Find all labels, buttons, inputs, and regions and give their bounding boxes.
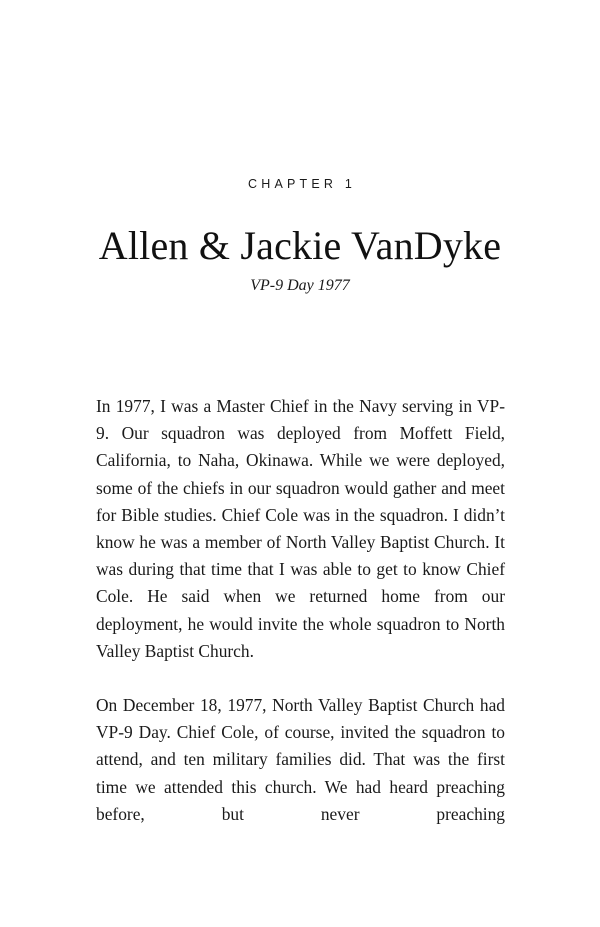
body-paragraph: In 1977, I was a Master Chief in the Navy serving in VP-9. Our squadron was deployed from Moffett Field, California, to Naha, Okinawa. While we were deployed, some of the chiefs in our squadron would gather and meet for Bible studies. Chief Cole was in the squadron. I didn’t know he was a member of North Valley Baptist Church. It was during that time that I was able to get to know Chief Cole. He said when we returned home from our deployment, he would invite the whole squadron to North Valley Baptist Church. <box>96 396 505 661</box>
chapter-subtitle: VP-9 Day 1977 <box>250 277 350 294</box>
body-paragraph: On December 18, 1977, North Valley Baptist Church had VP-9 Day. Chief Cole, of course, invited the squadron to attend, and ten military families did. That was the first time we attended this church. We had heard preaching before, but never preaching <box>96 695 505 824</box>
body-text <box>96 393 505 828</box>
chapter-title: Allen & Jackie VanDyke <box>98 223 502 268</box>
chapter-label: CHAPTER 1 <box>248 177 356 191</box>
